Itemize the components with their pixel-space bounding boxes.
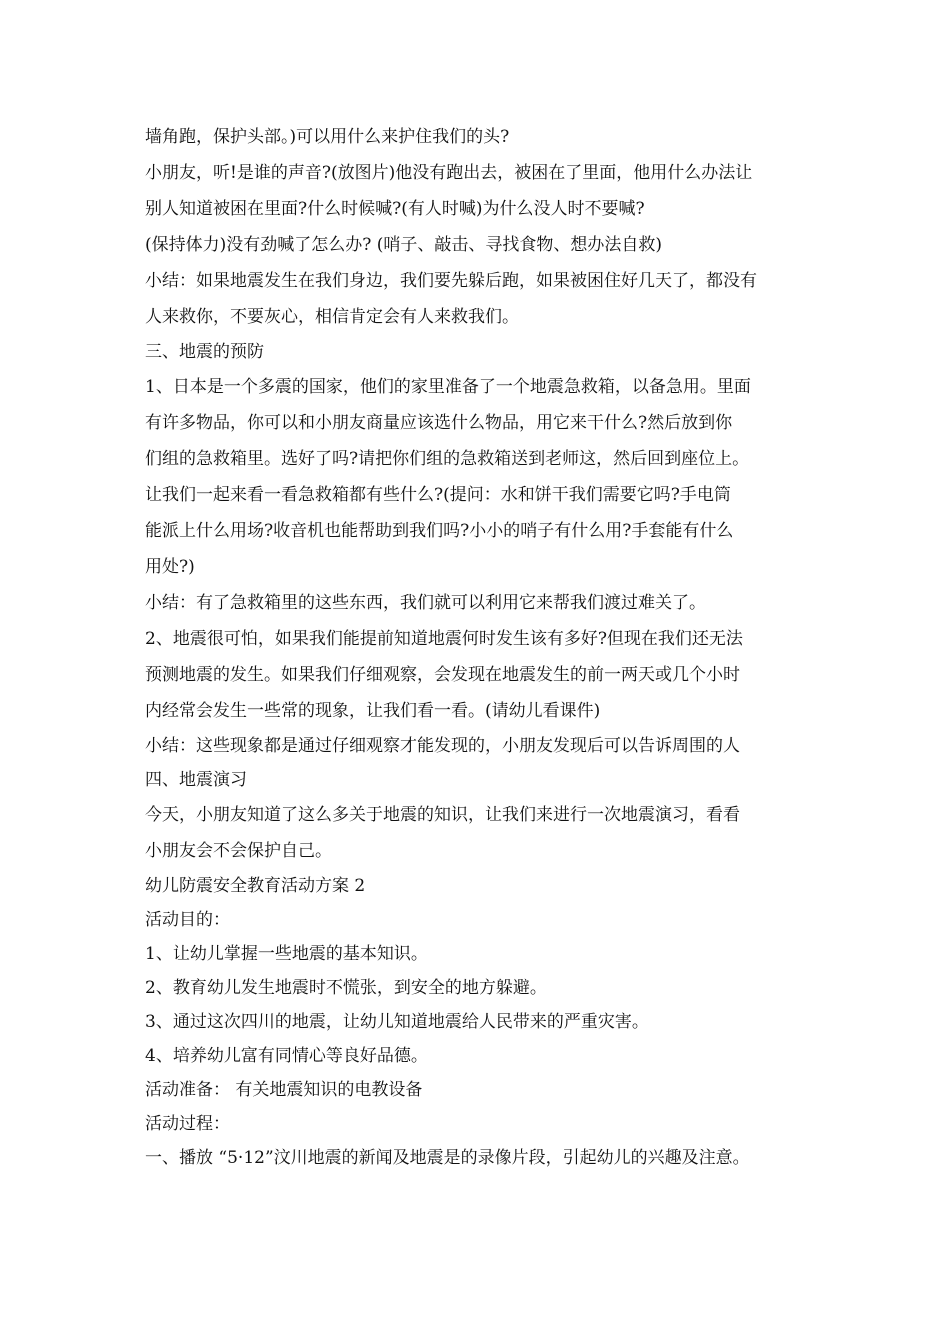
- text-line: 内经常会发生一些常的现象，让我们看一看。(请幼儿看课件): [145, 701, 601, 721]
- document-body: [145, 119, 813, 1175]
- text-line: 有许多物品，你可以和小朋友商量应该选什么物品，用它来干什么?然后放到你: [145, 413, 733, 433]
- text-line: 小结：如果地震发生在我们身边，我们要先躲后跑，如果被困住好几天了，都没有: [145, 271, 757, 291]
- text-line: 小结：有了急救箱里的这些东西，我们就可以利用它来帮我们渡过难关了。: [145, 593, 706, 613]
- text-line: 1、日本是一个多震的国家，他们的家里准备了一个地震急救箱，以备急用。里面: [145, 377, 751, 397]
- text-line: 小结：这些现象都是通过仔细观察才能发现的，小朋友发现后可以告诉周围的人: [145, 736, 740, 756]
- text-line: 小朋友会不会保护自己。: [145, 841, 332, 861]
- text-line: 用处?): [145, 557, 195, 577]
- text-line: 一、播放 “5·12”汶川地震的新闻及地震是的录像片段，引起幼儿的兴趣及注意。: [145, 1148, 750, 1168]
- section-heading: 活动准备： 有关地震知识的电教设备: [145, 1080, 423, 1100]
- text-line: 小朋友，听!是谁的声音?(放图片)他没有跑出去，被困在了里面，他用什么办法让: [145, 163, 753, 183]
- section-heading: 活动过程：: [145, 1114, 230, 1134]
- text-line: 人来救你，不要灰心，相信肯定会有人来救我们。: [145, 307, 519, 327]
- list-item: 3、通过这次四川的地震，让幼儿知道地震给人民带来的严重灾害。: [145, 1012, 649, 1032]
- text-line: 让我们一起来看一看急救箱都有些什么?(提问：水和饼干我们需要它吗?手电筒: [145, 485, 731, 505]
- text-line: 们组的急救箱里。选好了吗?请把你们组的急救箱送到老师这，然后回到座位上。: [145, 449, 750, 469]
- section-heading: 活动目的：: [145, 910, 230, 930]
- section-heading: 四、地震演习: [145, 770, 247, 790]
- text-line: 2、地震很可怕，如果我们能提前知道地震何时发生该有多好?但现在我们还无法: [145, 629, 743, 649]
- document-title: 幼儿防震安全教育活动方案 2: [145, 876, 366, 896]
- text-line: 今天，小朋友知道了这么多关于地震的知识，让我们来进行一次地震演习，看看: [145, 805, 740, 825]
- list-item: 4、培养幼儿富有同情心等良好品德。: [145, 1046, 428, 1066]
- list-item: 2、教育幼儿发生地震时不慌张，到安全的地方躲避。: [145, 978, 547, 998]
- text-line: (保持体力)没有劲喊了怎么办? (哨子、敲击、寻找食物、想办法自救): [145, 235, 663, 255]
- section-heading: 三、地震的预防: [145, 342, 264, 362]
- text-line: 别人知道被困在里面?什么时候喊?(有人时喊)为什么没人时不要喊?: [145, 199, 645, 219]
- text-line: 能派上什么用场?收音机也能帮助到我们吗?小小的哨子有什么用?手套能有什么: [145, 521, 734, 541]
- text-line: 预测地震的发生。如果我们仔细观察，会发现在地震发生的前一两天或几个小时: [145, 665, 740, 685]
- text-line: 墙角跑，保护头部。)可以用什么来护住我们的头?: [145, 127, 510, 147]
- list-item: 1、让幼儿掌握一些地震的基本知识。: [145, 944, 428, 964]
